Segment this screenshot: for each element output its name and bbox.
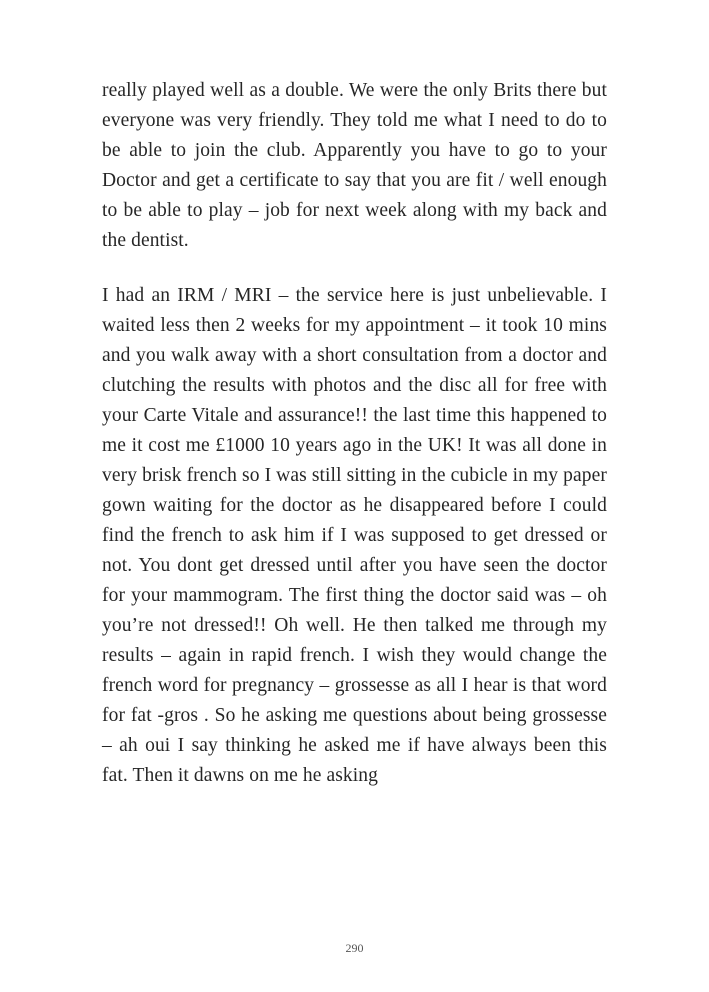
page-number: 290 xyxy=(345,941,364,955)
paragraph-2: I had an IRM / MRI – the service here is just unbelievable. I waited less then 2 weeks for my appointment – it took 10 mins and you walk away with a short consultation from a doctor and clutching the results with photos and the disc all for free with your Carte Vitale and assurance!! the last time this happened to me it cost me £1000 10 years ago in the UK! It was all done in very brisk french so I was still sitting in the cubicle in my paper gown waiting for the doctor as he disappeared before I could find the french to ask him if I was supposed to get dressed or not. You dont get dressed until after you have seen the doctor for your mammogram. The first thing the doctor said was – oh you’re not dressed!! Oh well. He then talked me through my results – again in rapid french. I wish they would change the french word for pregnancy – grossesse as all I hear is that word for fat -gros . So he asking me questions about being grossesse – ah oui I say thinking he asked me if have always been this fat. Then it dawns on me he asking xyxy=(102,285,607,786)
paragraph-1: really played well as a double. We were the only Brits there but everyone was very friendly. They told me what I need to do to be able to join the club. Apparently you have to go to your Doctor and get a certificate to say that you are fit / well enough to be able to play – job for next week along with my back and the dentist. xyxy=(102,80,607,251)
